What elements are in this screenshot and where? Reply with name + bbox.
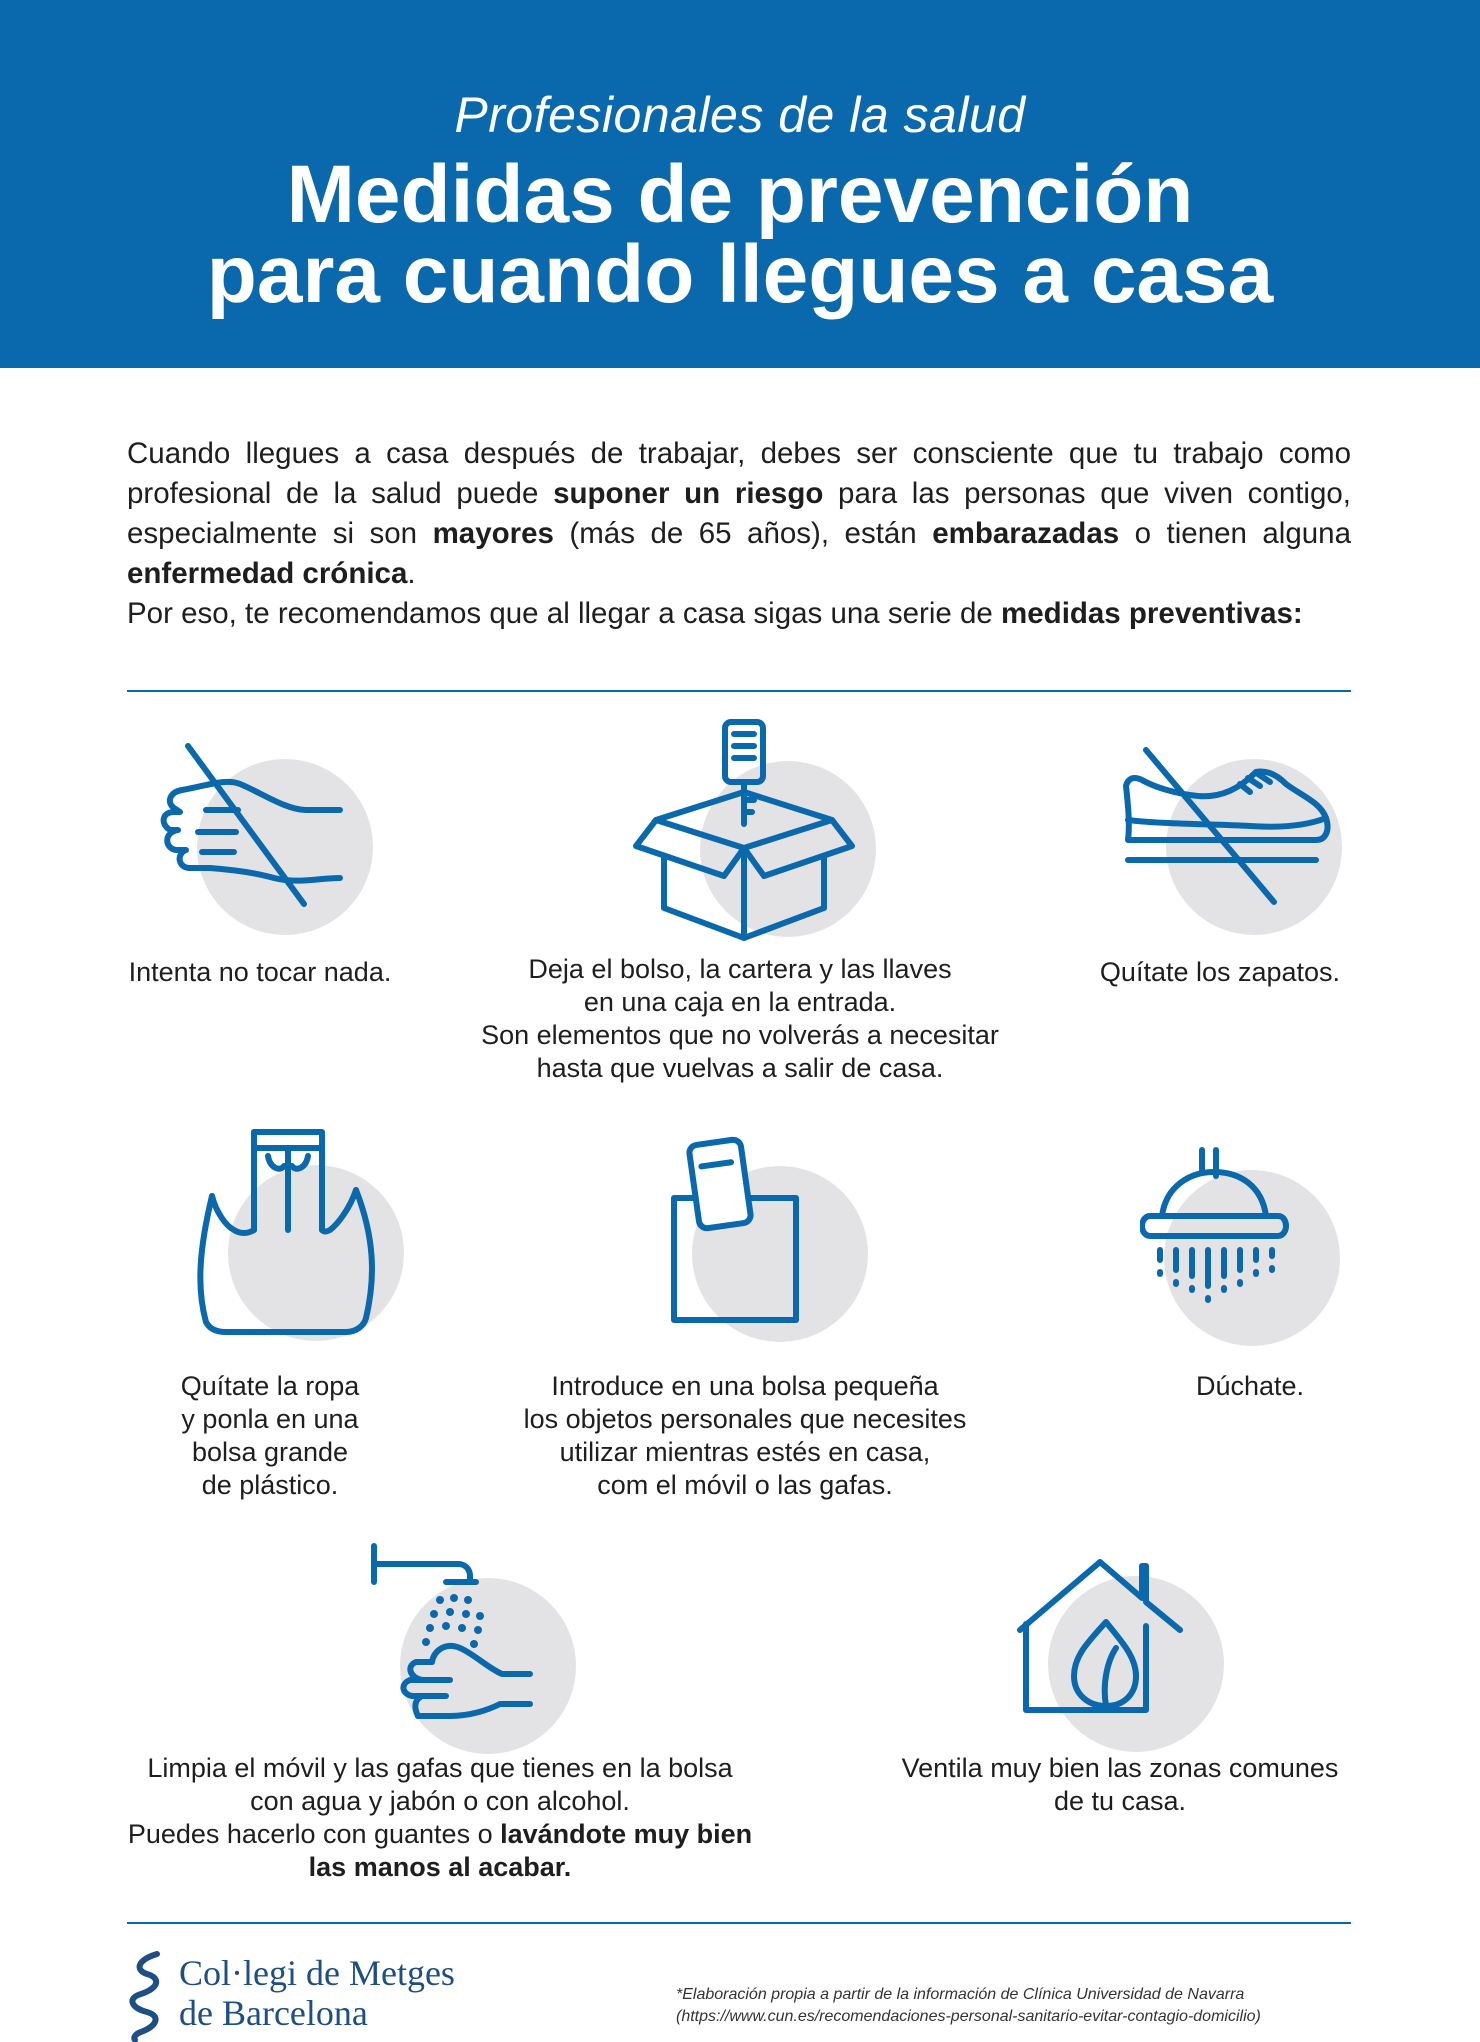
page-title-line2: para cuando llegues a casa [206,229,1274,320]
box-with-key-icon [630,716,880,956]
caption-line: de tu casa. [1053,1786,1187,1816]
logo-text-line2: de Barcelona [179,1993,368,2033]
divider-top [127,690,1351,692]
caption-line: Introduce en una bolsa pequeña [551,1371,939,1401]
caption-line: Quítate los zapatos. [1099,957,1341,987]
caption-line: utilizar mientras estés en casa, [559,1437,931,1467]
ventilated-house-icon [1016,1556,1236,1756]
intro-bold-medidas: medidas preventivas: [1001,597,1303,630]
intro-bold-embarazadas: embarazadas [932,517,1120,550]
caption-line: en una caja en la entrada. [583,987,897,1017]
caption-line [110,1818,770,1851]
caption-line: Intenta no tocar nada. [128,957,392,987]
step-caption-4 [120,1370,420,1502]
divider-bottom [127,1922,1351,1924]
caption-line: de plástico. [201,1470,339,1500]
caption-line: hasta que vuelvas a salir de casa. [536,1053,944,1083]
step-caption-1 [110,956,410,989]
intro-bold-riesgo: suponer un riesgo [553,477,824,510]
intro-bold-mayores: mayores [432,517,554,550]
intro-text-span: para las personas que viven contigo, especialmente si son [127,477,1351,550]
hand-washing-icon [370,1538,580,1758]
source-note [676,1984,1261,2028]
logo-text-line1: Col·legi de Metges [179,1953,455,1993]
college-logo [127,1950,487,2040]
caption-line: con agua y jabón o con alcohol. [250,1786,630,1816]
step-caption-7 [110,1752,770,1884]
caption-bold-span: las manos al acabar. [308,1852,572,1882]
header-subtitle: Profesionales de la salud [454,87,1026,143]
intro-paragraph-2 [127,594,1351,634]
phone-in-bag-icon [660,1134,880,1344]
caption-line: com el móvil o las gafas. [597,1470,893,1500]
caption-line: Dúchate. [1195,1371,1305,1401]
no-shoes-icon [1120,744,1350,944]
intro-bold-enfermedad: enfermedad crónica [127,557,408,590]
caption-line: Son elementos que no volverás a necesitar [481,1020,999,1050]
step-caption-8 [860,1752,1380,1818]
step-caption-6 [1100,1370,1400,1403]
caption-bold-span: lavándote muy bien [500,1819,753,1849]
intro-text [127,434,1351,634]
page-title-line1: Medidas de prevención [286,149,1194,240]
caption-line: Limpia el móvil y las gafas que tienes en la bolsa [147,1753,733,1783]
step-caption-5 [440,1370,1050,1502]
intro-text-span: o tienen alguna [1119,517,1351,550]
step-caption-2 [410,953,1070,1085]
caption-line: Ventila muy bien las zonas comunes [901,1753,1339,1783]
source-note-line: *Elaboración propia a partir de la información de Clínica Universidad de Navarra [676,1986,1245,2003]
caption-line: Quítate la ropa [180,1371,360,1401]
step-caption-3 [1070,956,1370,989]
intro-text-span: Cuando llegues a casa después de trabajar, debes ser consciente que tu trabajo como profesional de la salud puede [127,437,1351,510]
intro-text-span: . [407,557,416,590]
source-note-url: (https://www.cun.es/recomendaciones-personal-sanitario-evitar-contagio-domicilio) [676,2008,1261,2025]
clothes-in-bag-icon [196,1126,406,1346]
intro-text-span: Por eso, te recomendamos que al llegar a casa sigas una serie de [127,597,1002,630]
caption-text-span: Puedes hacerlo con guantes o [127,1819,501,1849]
header-banner [0,0,1480,368]
intro-paragraph-1 [127,434,1351,594]
caption-line: los objetos personales que necesites [523,1404,967,1434]
rod-of-asclepius-icon [127,1950,167,2042]
shower-icon [1140,1146,1350,1356]
caption-line: Deja el bolso, la cartera y las llaves [528,954,952,984]
caption-line [110,1851,770,1884]
caption-line: y ponla en una [181,1404,359,1434]
intro-text-span: (más de 65 años), están [553,517,933,550]
caption-line: bolsa grande [191,1437,349,1467]
no-touch-hand-icon [148,740,378,940]
